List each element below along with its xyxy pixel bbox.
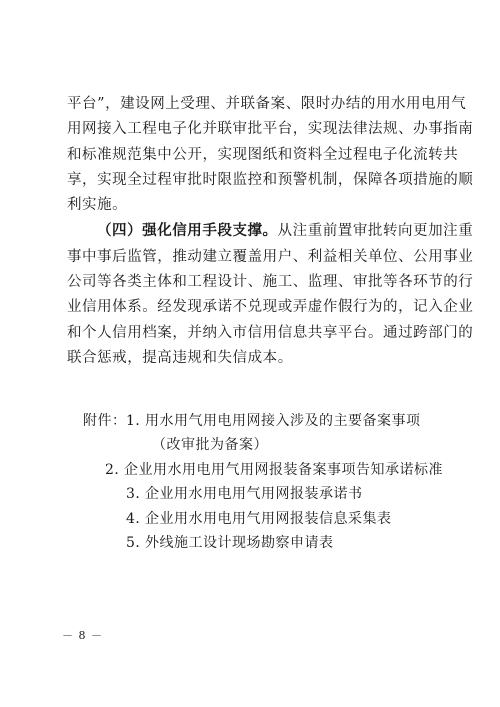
attachment-title: 企业用水用电用气用网报装承诺书 — [145, 486, 363, 503]
paragraph-line: 事中事后监管，推动建立覆盖用户、利益相关单位、公用事业 — [67, 248, 474, 265]
attachments-label: 附件： — [83, 413, 127, 429]
paragraph-line: 享，实现全过程审批时限监控和预警机制，保障各项措施的顺 — [67, 171, 474, 188]
attachment-item — [83, 433, 443, 457]
paragraph-first-line — [67, 218, 474, 244]
paragraph-1 — [67, 92, 474, 218]
attachment-item — [83, 507, 443, 531]
paragraph-line: 和个人信用档案，并纳入市信用信息共享平台。通过跨部门的 — [67, 324, 474, 341]
attachment-number: 4． — [126, 510, 150, 527]
section-heading: （四）强化信用手段支撑。 — [97, 222, 278, 240]
page-number: － 8 － — [62, 629, 103, 642]
attachment-item — [83, 531, 443, 555]
body-text — [67, 92, 474, 371]
attachment-number: 1． — [126, 413, 150, 429]
attachment-title: 用水用气用电用网接入涉及的主要备案事项 — [145, 413, 421, 429]
paragraph-line: 联合惩戒，提高违规和失信成本。 — [67, 349, 293, 366]
paragraph-line: 平台”，建设网上受理、并联备案、限时办结的用水用电用气 — [67, 96, 467, 112]
attachment-item — [83, 458, 443, 482]
attachment-subtitle: （改审批为备案） — [152, 437, 268, 454]
attachment-title: 外线施工设计现场勘察申请表 — [145, 535, 334, 552]
attachment-number: 3． — [126, 486, 150, 503]
paragraph-line: 公司等各类主体和工程设计、施工、监理、审批等各环节的行 — [67, 274, 474, 291]
attachment-number: 5． — [126, 535, 150, 552]
attachments-list — [83, 409, 443, 555]
attachment-number: 2． — [105, 461, 129, 478]
attachment-item — [83, 409, 443, 433]
attachment-title: 企业用水用电用气用网报装信息采集表 — [145, 510, 392, 527]
paragraph-line: 用网接入工程电子化并联审批平台，实现法律法规、办事指南 — [67, 121, 474, 138]
attachment-title: 企业用水用电用气用网报装备案事项告知承诺标准 — [124, 461, 443, 478]
attachment-item — [83, 482, 443, 506]
paragraph-line: 利实施。 — [67, 197, 128, 214]
paragraph-2 — [67, 218, 474, 371]
paragraph-line-text: 从注重前置审批转向更加注重 — [277, 223, 474, 240]
paragraph-line: 和标准规范集中公开，实现图纸和资料全过程电子化流转共 — [67, 146, 459, 163]
paragraph-line: 业信用体系。经发现承诺不兑现或弄虚作假行为的，记入企业 — [67, 299, 474, 316]
